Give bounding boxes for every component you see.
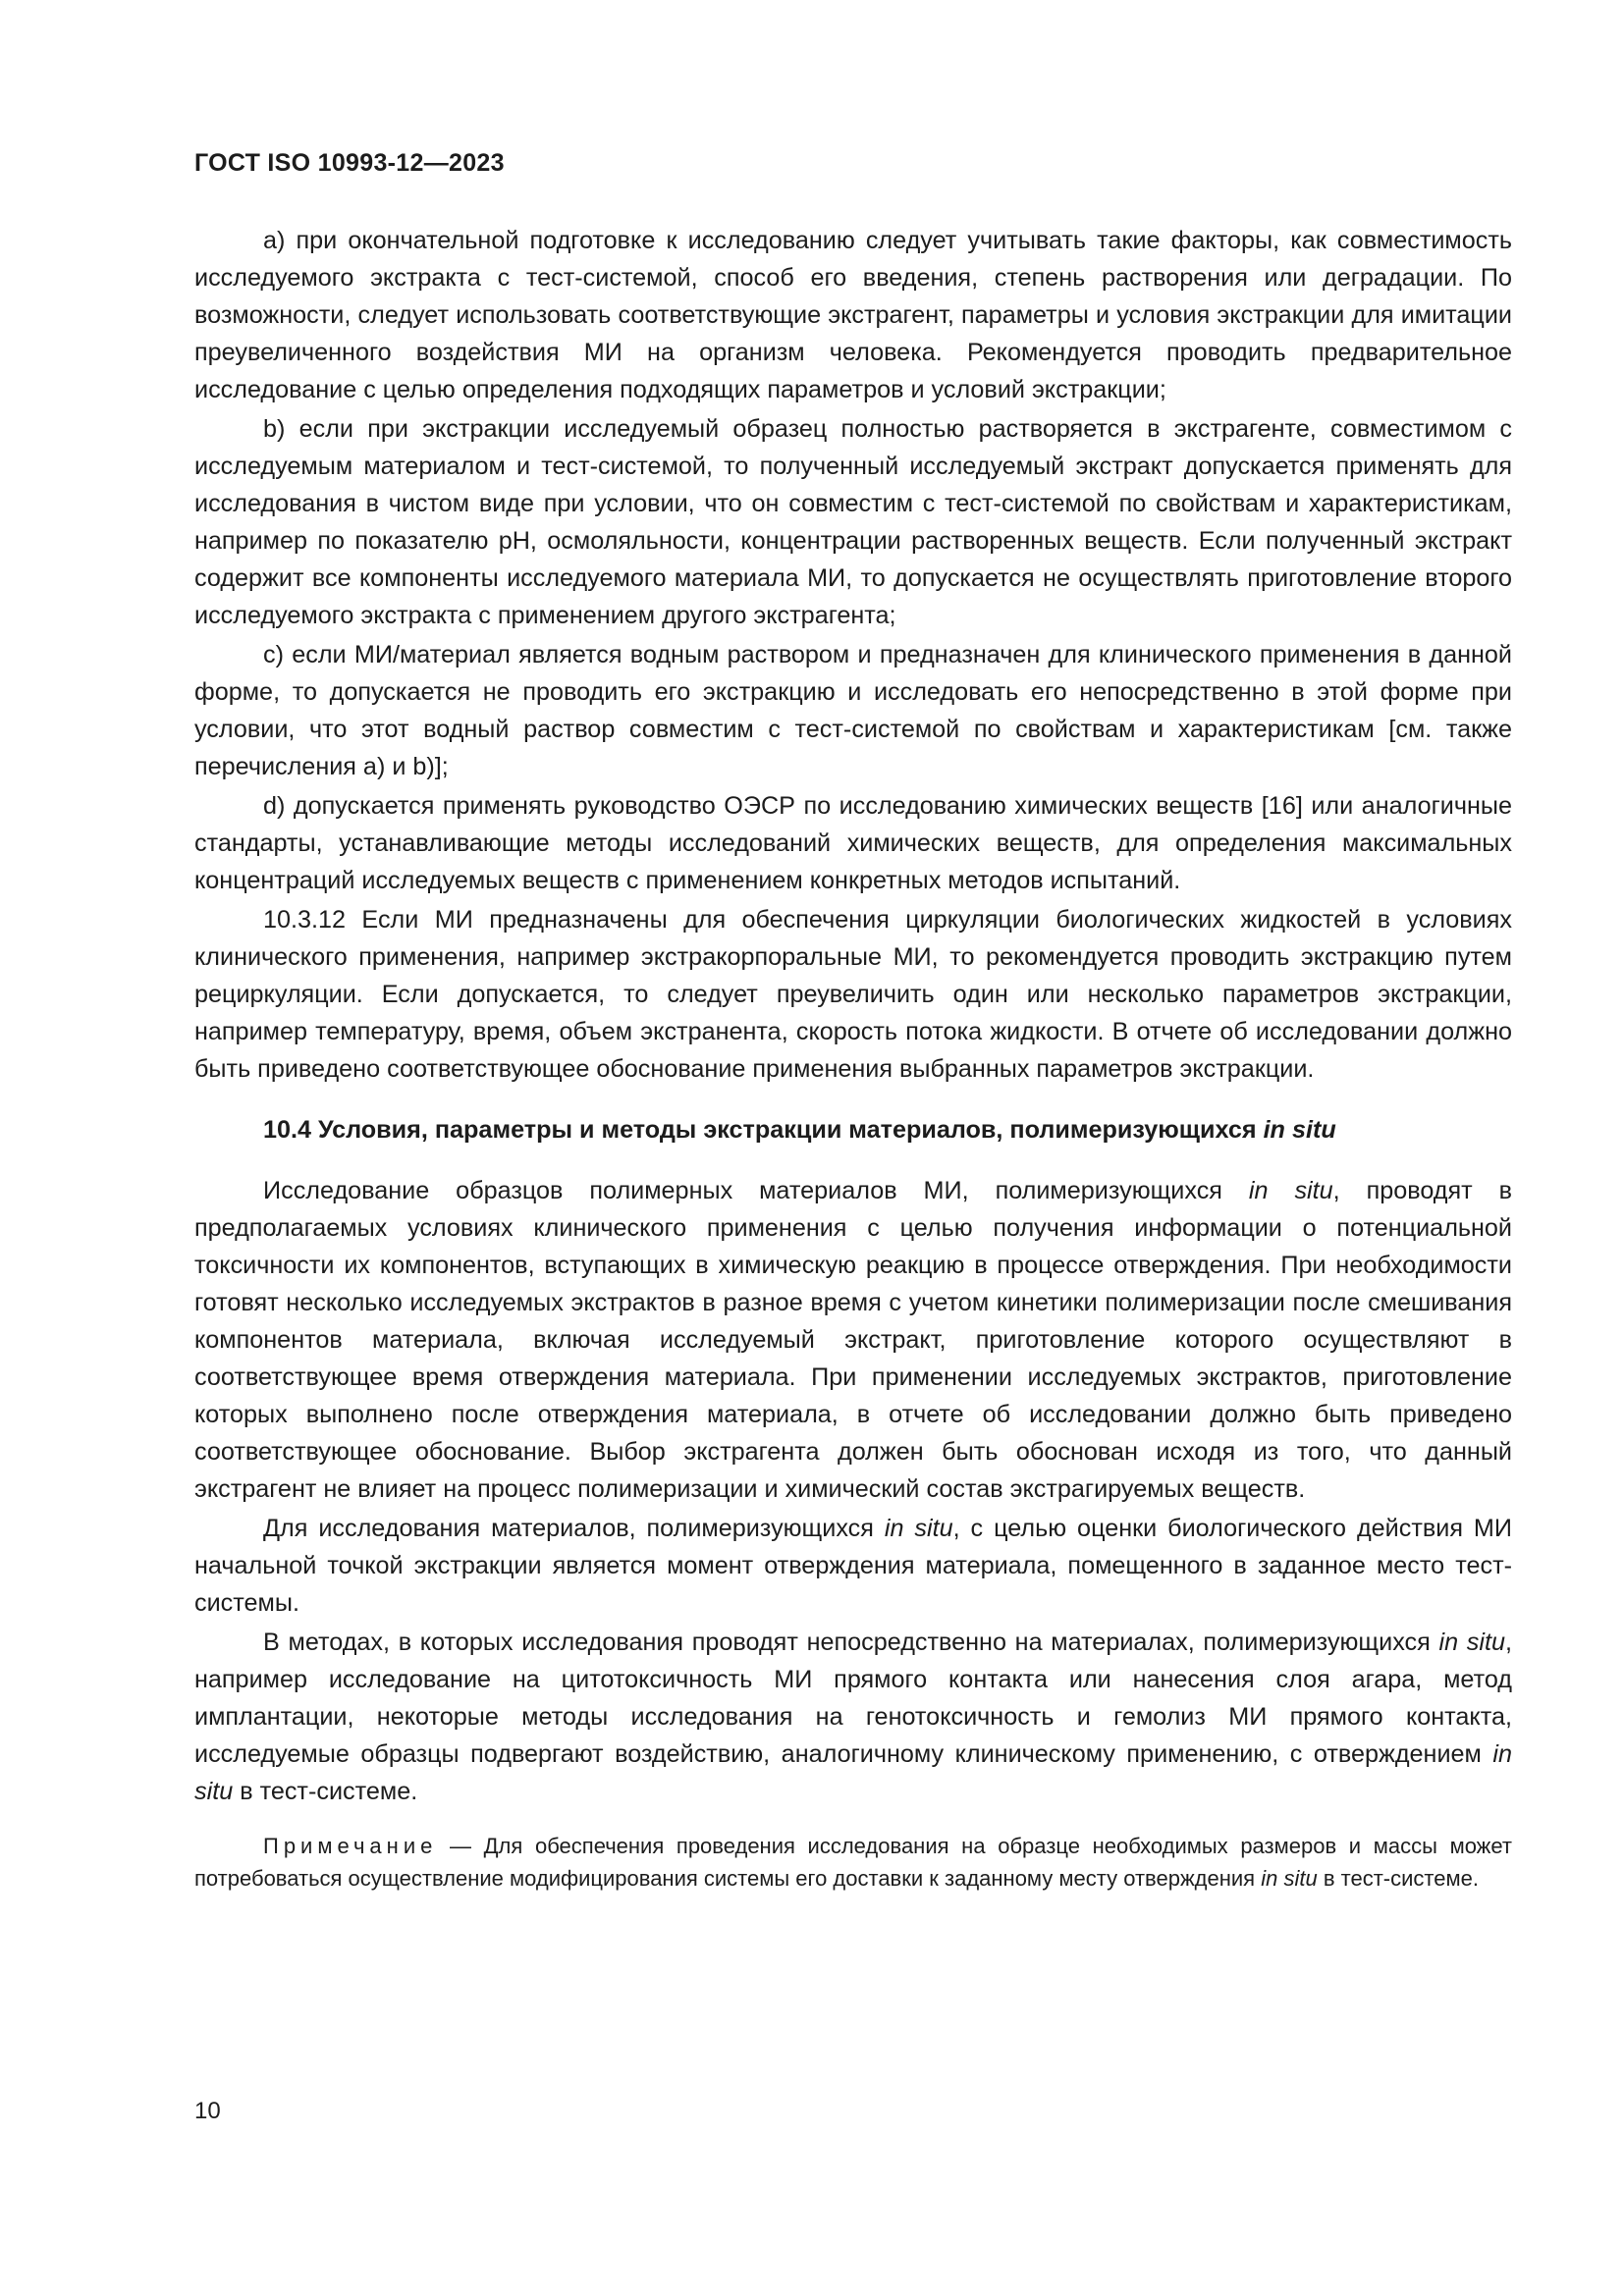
page-number: 10 [194, 2098, 221, 2124]
document-page [194, 147, 1512, 1916]
clause-10-3-12: 10.3.12 Если МИ предназначены для обеспечения циркуляции биологических жидкостей в условиях клинического применения, например экстракорпоральные МИ, то рекомендуется проводить экстракцию путем рециркуляции. Если допускается, то следует преувеличить один или несколько параметров экстракции, например температуру, время, объем экстранента, скорость потока жидкости. В отчете об исследовании должно быть приведено соответствующее обоснование применения выбранных параметров экстракции. [194, 906, 1512, 1083]
note [194, 1830, 1512, 1895]
paragraph-3-text-b: , например исследование на цитотоксичность МИ прямого контакта или нанесения слоя агара, метод имплантации, некоторые методы исследования на генотоксичность и гемолиз МИ прямого контакта, исследуемые образцы подвергают воздействию, аналогичному клиническому применению, с отверждением [194, 1629, 1512, 1768]
paragraph-3-italic-1: in situ [1438, 1629, 1505, 1656]
paragraph-1-italic: in situ [1248, 1177, 1333, 1204]
section-heading-text: 10.4 Условия, параметры и методы экстракции материалов, полимеризующихся [263, 1116, 1257, 1144]
list-item-c: c) если МИ/материал является водным раствором и предназначен для клинического применения в данной форме, то допускается не проводить его экстракцию и исследовать его непосредственно в этой форме при условии, что этот водный раствор совместим с тест-системой по свойствам и характеристикам [см. также перечисления a) и b)]; [194, 641, 1512, 780]
paragraph-1-text-b: , проводят в предполагаемых условиях клинического применения с целью получения информации о потенциальной токсичности их компонентов, вступающих в химическую реакцию в процессе отверждения. При необходимости готовят несколько исследуемых экстрактов в разное время с учетом кинетики полимеризации после смешивания компонентов материала, включая исследуемый экстракт, приготовление которого осуществляют в соответствующее время отверждения материала. При применении исследуемых экстрактов, приготовление которых выполнено после отверждения материала, в отчете об исследовании должно быть приведено соответствующее обоснование. Выбор экстрагента должен быть обоснован исходя из того, что данный экстрагент не влияет на процесс полимеризации и химический состав экстрагируемых веществ. [194, 1177, 1512, 1503]
paragraph-3-text-a: В методах, в которых исследования проводят непосредственно на материалах, полимеризующихся [263, 1629, 1431, 1656]
note-dash: — [450, 1834, 471, 1858]
list-item-a: a) при окончательной подготовке к исследованию следует учитывать такие факторы, как совместимость исследуемого экстракта с тест-системой, способ его введения, степень растворения или деградации. По возможности, следует использовать соответствующие экстрагент, параметры и условия экстракции для имитации преувеличенного воздействия МИ на организм человека. Рекомендуется проводить предварительное исследование с целью определения подходящих параметров и условий экстракции; [194, 227, 1512, 403]
note-italic: in situ [1261, 1866, 1318, 1891]
paragraph-2-text-a: Для исследования материалов, полимеризующихся [263, 1515, 874, 1542]
section-heading-italic: in situ [1263, 1116, 1336, 1144]
paragraph-2-text-b: , с целью оценки биологического действия МИ начальной точкой экстракции является момент отверждения материала, помещенного в заданное место тест-системы. [194, 1515, 1512, 1617]
paragraph-1-text-a: Исследование образцов полимерных материалов МИ, полимеризующихся [263, 1177, 1222, 1204]
list-item-b: b) если при экстракции исследуемый образец полностью растворяется в экстрагенте, совместимом с исследуемым материалом и тест-системой, то полученный исследуемый экстракт допускается применять для исследования в чистом виде при условии, что он совместим с тест-системой по свойствам и характеристикам, например по показателю рН, осмоляльности, концентрации растворенных веществ. Если полученный экстракт содержит все компоненты исследуемого материала МИ, то допускается не осуществлять приготовление второго исследуемого экстракта с применением другого экстрагента; [194, 415, 1512, 629]
paragraph-3-text-c: в тест-системе. [240, 1778, 418, 1805]
paragraph-2 [194, 1510, 1512, 1622]
list-item-d: d) допускается применять руководство ОЭСР по исследованию химических веществ [16] или аналогичные стандарты, устанавливающие методы исследований химических веществ, для определения максимальных концентраций исследуемых веществ с применением конкретных методов испытаний. [194, 792, 1512, 894]
note-label: Примечание [263, 1834, 438, 1858]
document-header: ГОСТ ISO 10993-12—2023 [194, 149, 505, 177]
paragraph-1 [194, 1172, 1512, 1508]
note-text-b: в тест-системе. [1323, 1866, 1479, 1891]
section-heading-10-4 [194, 1111, 1512, 1148]
paragraph-2-italic: in situ [884, 1515, 953, 1542]
note-text-a: Для обеспечения проведения исследования на образце необходимых размеров и массы может потребоваться осуществление модифицирования системы его доставки к заданному месту отверждения [194, 1834, 1512, 1891]
paragraph-3-italic-2: in situ [194, 1740, 1513, 1805]
paragraph-3 [194, 1624, 1512, 1810]
